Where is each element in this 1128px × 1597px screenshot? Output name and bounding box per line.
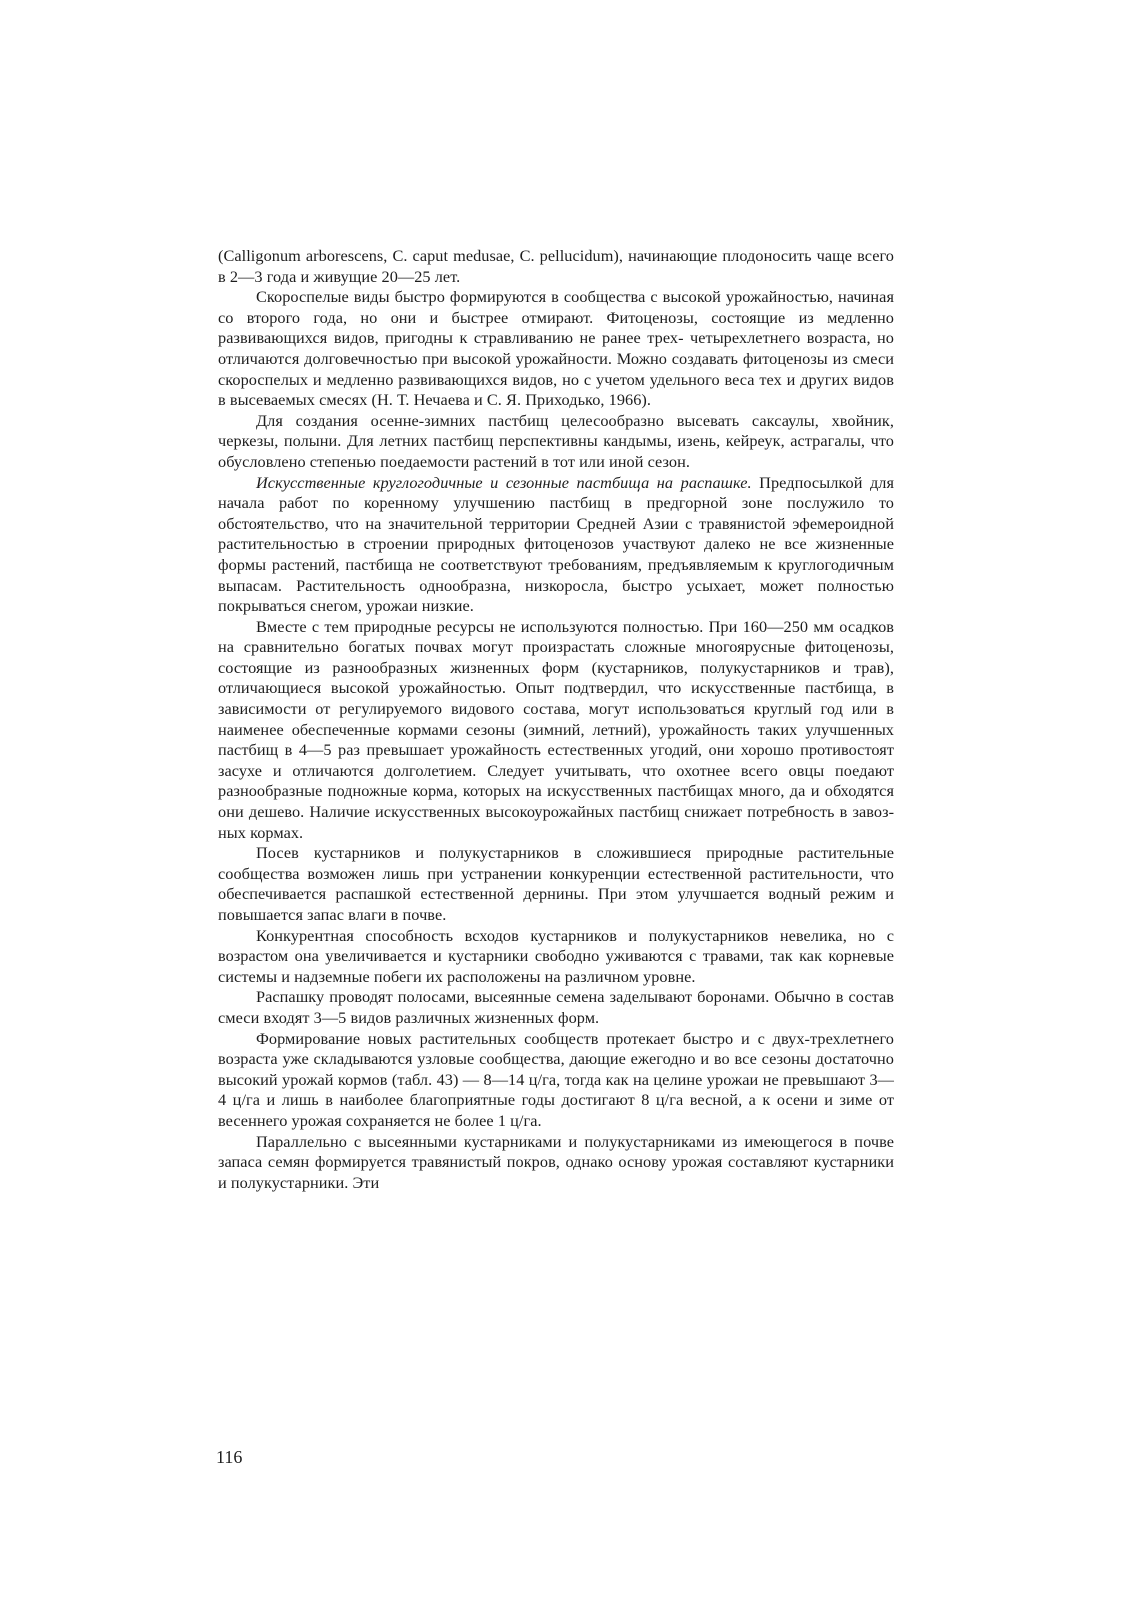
paragraph — [218, 987, 894, 1028]
document-body — [218, 246, 894, 1193]
paragraph — [218, 617, 894, 844]
paragraph — [218, 1029, 894, 1132]
paragraph-text: Скороспелые виды быстро формируются в сообщества с высокой урожайностью, начиная со второго года, но они и быстрее отмирают. Фитоценозы, состоящие из медленно развивающихся видов, пригодны к стравливанию не ранее трех- четырехлетнего возраста, но отличаются долговечностью при высокой урожайности. Можно создавать фитоценозы из смеси скороспелых и медленно развивающихся видов, но с учетом удельного веса тех и других видов в высеваемых смесях (Н. Т. Нечаева и С. Я. Приходько, 1966). — [218, 287, 894, 410]
paragraph — [218, 287, 894, 411]
page-number: 116 — [216, 1447, 243, 1467]
paragraph — [218, 926, 894, 988]
paragraph-text: (Calligonum arborescens, C. caput medusae, C. pellucidum), начинающие плодоносить чаще всего в 2—3 года и живущие 20—25 лет. — [218, 246, 894, 286]
paragraph — [218, 1132, 894, 1194]
section-title: Искусственные круглогодичные и сезонные пастбища на распашке. — [256, 472, 752, 492]
paragraph-text: Конкурентная способность всходов кустарников и полукустарников невелика, но с возрастом она увеличивается и кустарники свободно уживаются с травами, так как корневые системы и надземные побеги их расположены на различном уровне. — [218, 925, 894, 986]
paragraph-text: Формирование новых растительных сообществ протекает быстро и с двух-трехлетнего возраста уже складываются узловые сообщества, дающие ежегодно и во все сезоны достаточно высокий урожай кормов (табл. 43) — 8—14 ц/га, тогда как на целине урожаи не превышают 3—4 ц/га и лишь в наиболее благоприятные годы достигают 8 ц/га весной, а к осени и зиме от весеннего урожая сохраняется не более 1 ц/га. — [218, 1028, 894, 1130]
paragraph-continuation — [218, 246, 894, 287]
paragraph-with-section-title — [218, 473, 894, 617]
paragraph-text: Предпосылкой для начала работ по коренному улучшению пастбищ в предгорной зоне послужило то обстоятельство, что на значительной территории Средней Азии с травянистой эфемероидной растительностью в строении природных фитоценозов участвуют далеко не все жизненные формы растений, пастбища не соответствуют требованиям, предъявляемым к круглогодичным выпасам. Растительность однообразна, низкоросла, быстро усыхает, может полностью покрываться снегом, урожаи низкие. — [218, 472, 894, 616]
paragraph-text: Посев кустарников и полукустарников в сложившиеся природные растительные сообщества возможен лишь при устранении конкуренции естественной растительности, что обеспечивается распашкой естественной дернины. При этом улучшается водный режим и повышается запас влаги в почве. — [218, 843, 894, 924]
paragraph-text: Параллельно с высеянными кустарниками и полукустарниками из имеющегося в почве запаса семян формируется травянистый покров, однако основу урожая составляют кустарники и полукустарники. Эти — [218, 1131, 894, 1192]
paragraph-text: Распашку проводят полосами, высеянные семена заделывают боронами. Обычно в состав смеси входят 3—5 видов различных жизненных форм. — [218, 987, 894, 1027]
paragraph — [218, 411, 894, 473]
paragraph-text: Вместе с тем природные ресурсы не используются полностью. При 160—250 мм осадков на сравнительно богатых почвах могут произрастать сложные многоярусные фитоценозы, состоящие из разнообразных жизненных форм (кустарников, полукустарников и трав), отличающиеся высокой урожайностью. Опыт подтвердил, что искусственные пастбища, в зависимости от регулируемого видового состава, могут использоваться круглый год или в наименее обеспеченные кормами сезоны (зимний, летний), урожайность таких улучшенных пастбищ в 4—5 раз превышает урожайность естественных угодий, они хорошо противостоят засухе и отличаются долголетием. Следует учитывать, что охотнее всего овцы поедают разнообразные подножные корма, которых на искусственных пастбищах много, да и обходятся они дешево. Наличие искусственных высокоурожайных пастбищ снижает потребность в завозных кормах. — [218, 616, 894, 842]
paragraph-text: Для создания осенне-зимних пастбищ целесообразно высевать саксаулы, хвойник, черкезы, полыни. Для летних пастбищ перспективны кандымы, изень, кейреук, астрагалы, что обусловлено степенью поедаемости растений в тот или иной сезон. — [218, 410, 894, 471]
paragraph — [218, 843, 894, 925]
